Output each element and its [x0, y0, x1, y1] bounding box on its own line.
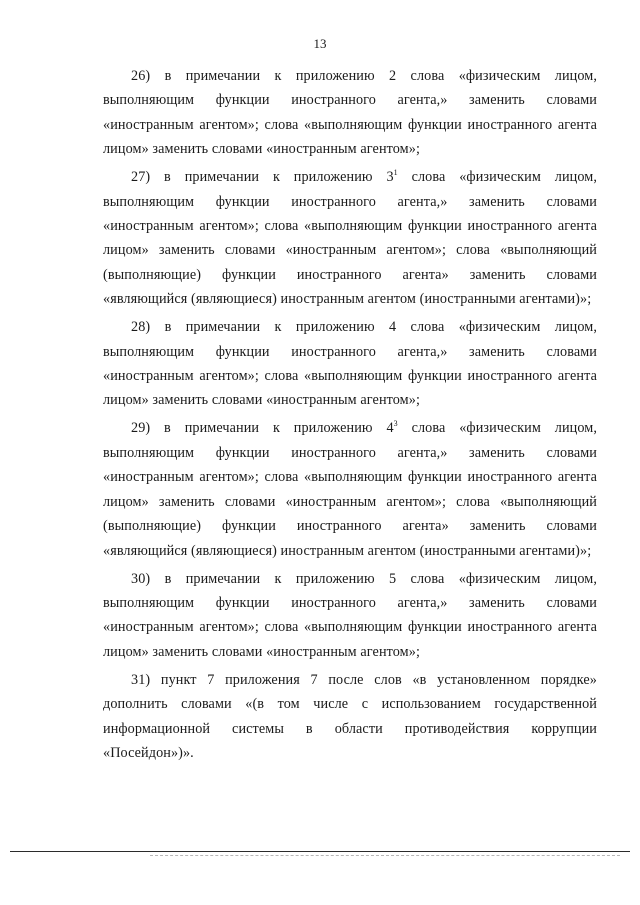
scan-artifact-line — [150, 855, 620, 856]
paragraph-text: 30) в примечании к приложению 5 слова «физическим лицом, выполняющим функции иностранного агента,» заменить словами «иностранным агентом»; слова «выполняющим функции иностранного агента лицом» заменить словами «иностранным агентом»; — [103, 570, 597, 660]
superscript-index: 1 — [393, 168, 398, 178]
paragraph-text: 26) в примечании к приложению 2 слова «физическим лицом, выполняющим функции иностранного агента,» заменить словами «иностранным агентом»; слова «выполняющим функции иностранного агента лицом» заменить словами «иностранным агентом»; — [103, 68, 597, 158]
superscript-index: 3 — [393, 419, 398, 429]
paragraph-text: слова «физическим лицом, выполняющим функции иностранного агента,» заменить словами «иностранным агентом»; слова «выполняющим функции иностранного агента лицом» заменить словами «иностранным агентом»; слова «выполняющий (выполняющие) функции иностранного агента» заменить словами «являющийся (являющиеся) иностранным агентом (иностранными агентами)»; — [103, 420, 598, 559]
paragraph-31 — [103, 668, 597, 766]
paragraph-29 — [103, 416, 597, 562]
paragraph-28 — [103, 315, 597, 413]
paragraph-text: 29) в примечании к приложению 4 — [131, 420, 394, 437]
paragraph-30 — [103, 567, 597, 665]
paragraph-text: 28) в примечании к приложению 4 слова «физическим лицом, выполняющим функции иностранного агента,» заменить словами «иностранным агентом»; слова «выполняющим функции иностранного агента лицом» заменить словами «иностранным агентом»; — [103, 319, 597, 409]
paragraph-text: слова «физическим лицом, выполняющим функции иностранного агента,» заменить словами «иностранным агентом»; слова «выполняющим функции иностранного агента лицом» заменить словами «иностранным агентом»; слова «выполняющий (выполняющие) функции иностранного агента» заменить словами «являющийся (являющиеся) иностранным агентом (иностранными агентами)»; — [103, 169, 598, 308]
page-number: 13 — [313, 36, 327, 51]
bottom-divider-line — [10, 851, 630, 852]
paragraph-26 — [103, 64, 597, 162]
paragraph-27 — [103, 165, 597, 311]
paragraph-text: 31) пункт 7 приложения 7 после слов «в установленном порядке» дополнить словами «(в том числе с использованием государственной информационной системы в области противодействия коррупции «Посейдон»)». — [103, 671, 597, 761]
paragraph-text: 27) в примечании к приложению 3 — [131, 169, 394, 186]
document-body — [103, 64, 597, 769]
